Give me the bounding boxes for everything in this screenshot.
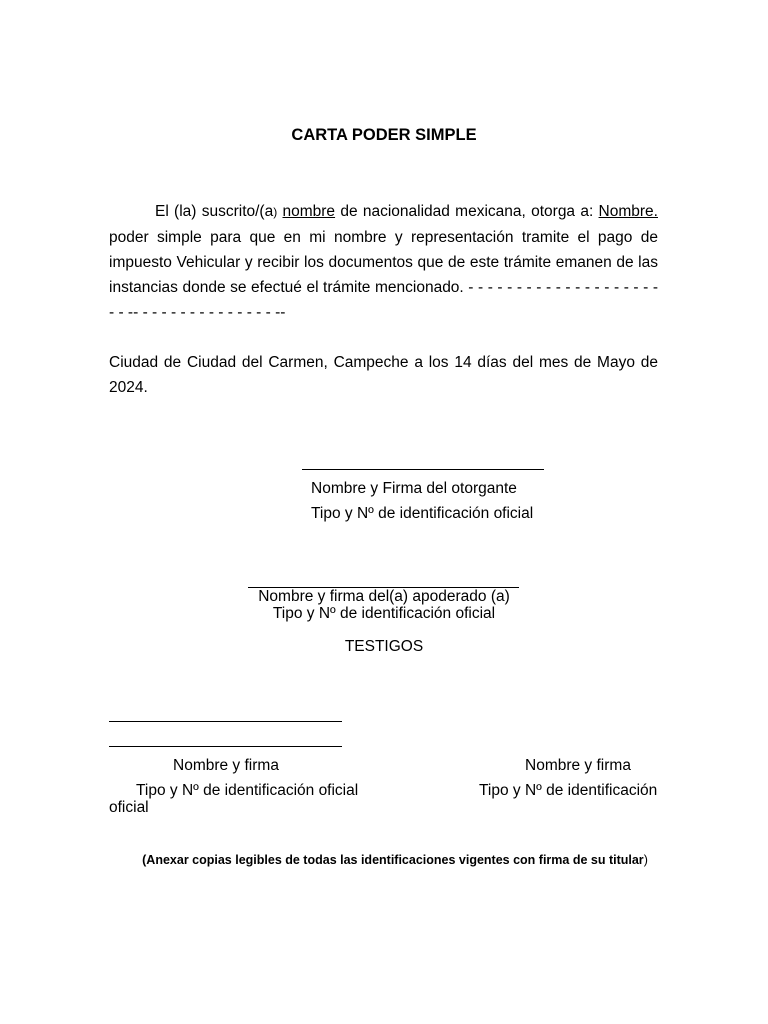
grantor-signature-line [302, 469, 544, 470]
note-close-paren: ) [643, 853, 648, 867]
witness-right-name-label: Nombre y firma [525, 757, 631, 774]
note-open-paren: ( [142, 853, 147, 867]
paragraph-line-5: - - -- - - - - - - - - - - - - - - -- [109, 304, 286, 321]
placeholder-name: Nombre. [598, 203, 658, 220]
paragraph-text: de nacionalidad mexicana, otorga a: [340, 203, 594, 220]
witness-left-id-label-wrap: oficial [109, 799, 149, 816]
grantor-name-label: Nombre y Firma del otorgante [311, 480, 517, 497]
place-date [109, 350, 658, 400]
paragraph-line-2: poder simple para que en mi nombre y representación tramite el pago de [109, 229, 658, 246]
paragraph-text: El (la) suscrito/(a [155, 203, 274, 220]
witnesses-heading: TESTIGOS [344, 638, 424, 655]
note-text: Anexar copias legibles de todas las identificaciones vigentes con firma de su titular [146, 853, 644, 867]
attorney-name-label: Nombre y firma del(a) apoderado (a) [258, 588, 510, 605]
witness-signature-line-2 [109, 746, 342, 747]
document-title: CARTA PODER SIMPLE [291, 126, 477, 144]
grantor-id-label: Tipo y Nº de identificación oficial [311, 505, 534, 522]
paragraph-text: ) [273, 205, 278, 219]
body-paragraph [109, 199, 658, 325]
placeholder-name: nombre [282, 203, 336, 220]
paragraph-line-1 [109, 199, 658, 225]
place-date-line-1: Ciudad de Ciudad del Carmen, Campeche a los 14 días del mes de Mayo de [109, 354, 658, 371]
witness-left-name-label: Nombre y firma [173, 757, 279, 774]
annex-note [0, 853, 768, 867]
attorney-id-label: Tipo y Nº de identificación oficial [272, 605, 496, 622]
paragraph-line-4: instancias donde se efectué el trámite mencionado. - - - - - - - - - - - - - - - - - - - - [109, 279, 658, 296]
witness-signature-line-1 [109, 721, 342, 722]
place-date-line-2: 2024. [109, 379, 148, 396]
witness-left-id-label: Tipo y Nº de identificación oficial [136, 782, 359, 799]
paragraph-line-3: impuesto Vehicular y recibir los documentos que de este trámite emanen de las [109, 254, 658, 271]
witness-right-id-label: Tipo y Nº de identificación [479, 782, 658, 799]
